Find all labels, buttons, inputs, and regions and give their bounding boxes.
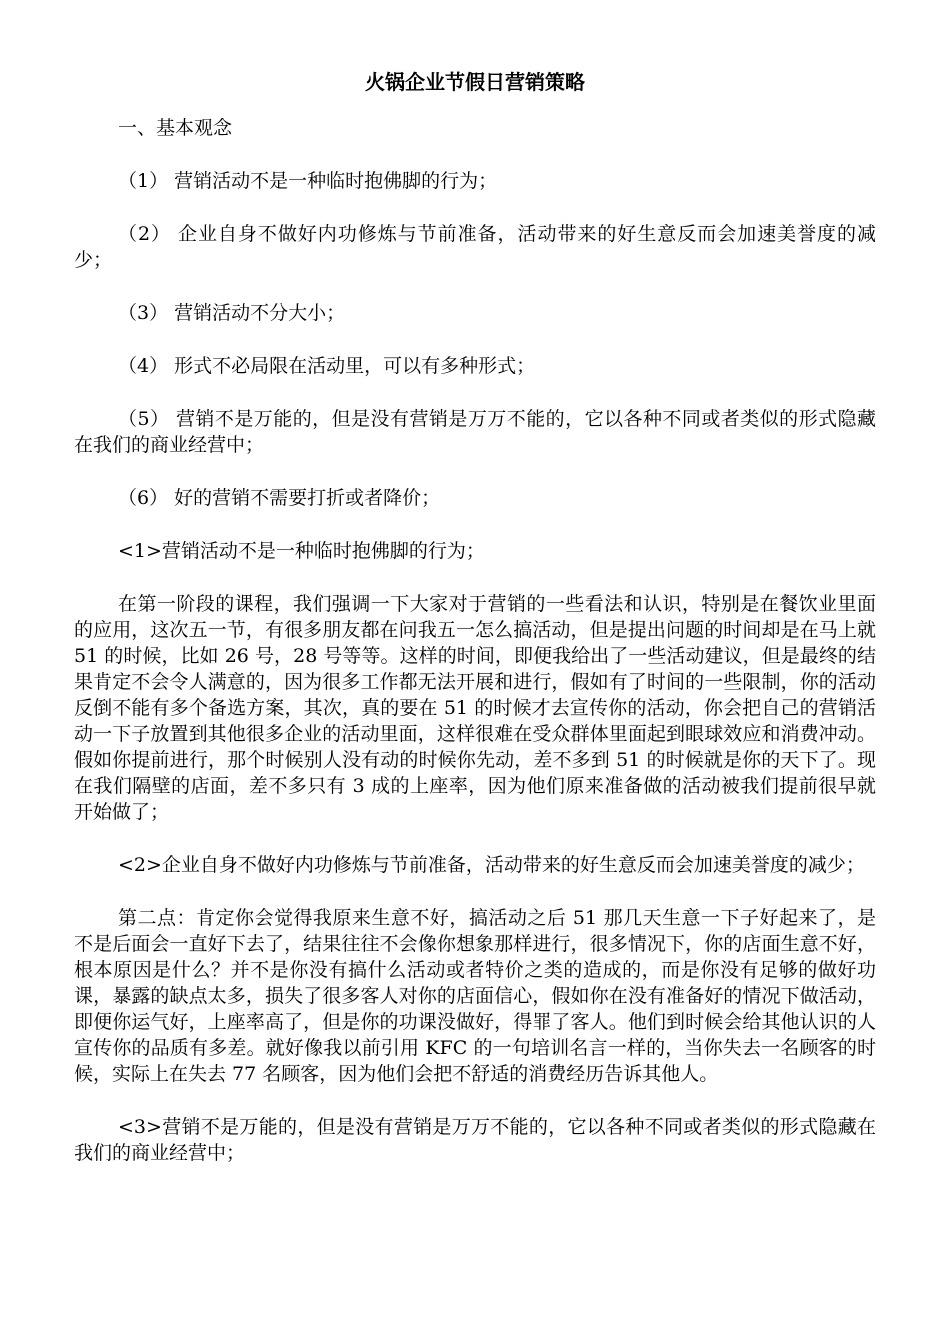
body-paragraph: 第二点：肯定你会觉得我原来生意不好，搞活动之后 51 那几天生意一下子好起来了，是不是后面会一直好下去了，结果往往不会像你想象那样进行，很多情况下，你的店面生意不好，根本原因是什么？并不是你没有搞什么活动或者特价之类的造成的，而是你没有足够的做好功课，暴露的缺点太多，损失了很多客人对你的店面信心，假如你在没有准备好的情况下做活动，即便你运气好，上座率高了，但是你的功课没做好，得罪了客人。他们到时候会给其他认识的人宣传你的品质有多差。就好像我以前引用 KFC 的一句培训名言一样的，当你失去一名顾客的时候，实际上在失去 77 名顾客，因为他们会把不舒适的消费经历告诉其他人。	[74, 907, 876, 1085]
document-page	[74, 68, 876, 1193]
list-item: （5） 营销不是万能的，但是没有营销是万万不能的，它以各种不同或者类似的形式隐藏在我们的商业经营中；	[74, 408, 876, 456]
list-item: （2） 企业自身不做好内功修炼与节前准备，活动带来的好生意反而会加速美誉度的减少；	[74, 223, 876, 271]
list-item: （6） 好的营销不需要打折或者降价；	[118, 487, 441, 509]
body-paragraph: 在第一阶段的课程，我们强调一下大家对于营销的一些看法和认识，特别是在餐饮业里面的应用，这次五一节，有很多朋友都在问我五一怎么搞活动，但是提出问题的时间却是在马上就 51 的时候，比如 26 号，28 号等等。这样的时间，即便我给出了一些活动建议，但是最终的结果肯定不会令人满意的，因为很多工作都无法开展和进行，假如有了时间的一些限制，你的活动反倒不能有多个备选方案，其次，真的要在 51 的时候才去宣传你的活动，你会把自己的营销活动一下子放置到其他很多企业的活动里面，这样很难在受众群体里面起到眼球效应和消费冲动。假如你提前进行，那个时候别人没有动的时候你先动，差不多到 51 的时候就是你的天下了。现在我们隔壁的店面，差不多只有 3 成的上座率，因为他们原来准备做的活动被我们提前很早就开始做了；	[74, 593, 876, 823]
document-title: 火锅企业节假日营销策略	[365, 70, 585, 94]
list-item: （4） 形式不必局限在活动里，可以有多种形式；	[118, 355, 536, 377]
subsection-heading: <3>营销不是万能的，但是没有营销是万万不能的，它以各种不同或者类似的形式隐藏在我们的商业经营中；	[74, 1116, 876, 1164]
subsection-heading: <2>企业自身不做好内功修炼与节前准备，活动带来的好生意反而会加速美誉度的减少；	[118, 854, 865, 876]
list-item: （1） 营销活动不是一种临时抱佛脚的行为；	[118, 170, 498, 192]
subsection-heading: <1>营销活动不是一种临时抱佛脚的行为；	[118, 540, 485, 562]
list-item: （3） 营销活动不分大小；	[118, 302, 346, 324]
section-heading: 一、基本观念	[118, 117, 233, 139]
